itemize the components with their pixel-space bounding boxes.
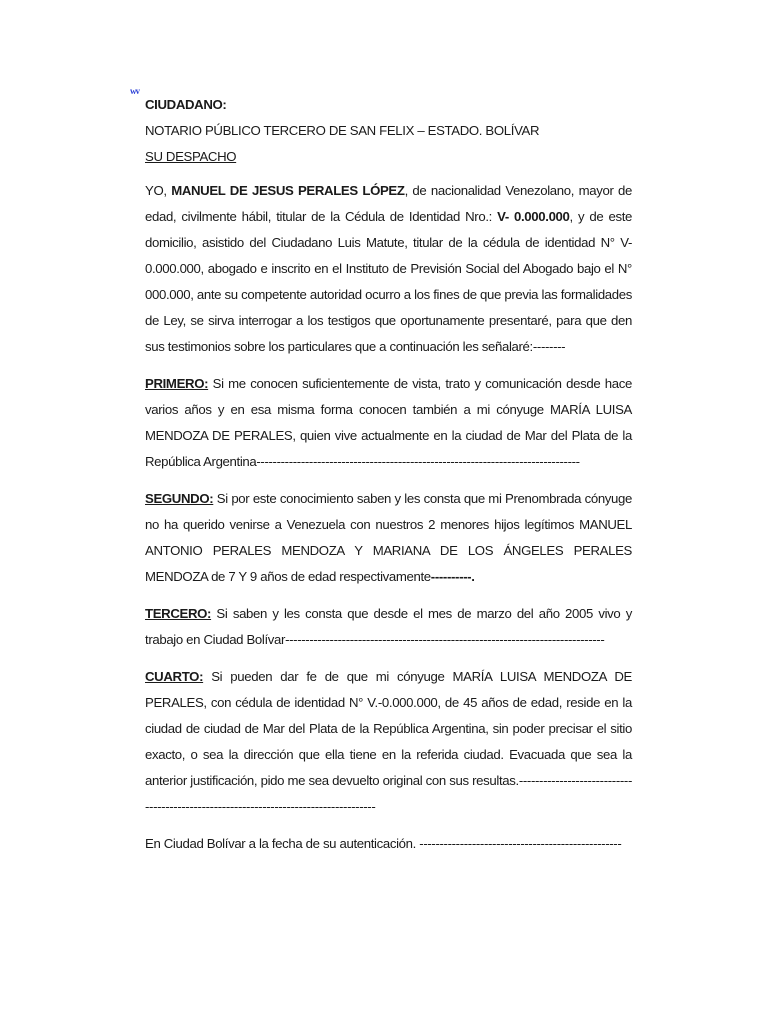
segundo-heading: SEGUNDO: [145, 491, 214, 506]
intro-text-2: , y de este domicilio, asistido del Ciudadano Luis Matute, titular de la cédula de identidad N° V-0.000.000, abogado e inscrito en el Instituto de Previsión Social del Abogado bajo el N° 000.000, ante su competente autoridad ocurro a los fines de que previa las formalidades de Ley, se sirva interrogar a los testigos que oportunamente presentaré, para que den sus testimonios sobre los particulares que a continuación les señalaré: [145, 209, 632, 354]
closing-paragraph [145, 831, 632, 857]
segundo-dashes: ----------. [430, 569, 475, 584]
intro-yo: YO, [145, 183, 172, 198]
addressee-dispatch: SU DESPACHO [145, 149, 237, 164]
addressee-title: CIUDADANO: [145, 97, 227, 112]
tercero-paragraph [145, 601, 632, 653]
tercero-text: Si saben y les consta que desde el mes de marzo del año 2005 vivo y trabajo en Ciudad Bolívar [145, 606, 632, 647]
cuarto-dashes: ------------------------------------------------------------------------------------- [145, 773, 632, 814]
cuarto-paragraph [145, 664, 632, 820]
intro-text-1: , de nacionalidad Venezolano, mayor de edad, civilmente hábil, titular de la Cédula de Identidad Nro.: [145, 183, 632, 224]
closing-text: En Ciudad Bolívar a la fecha de su autenticación. [145, 836, 420, 851]
intro-paragraph [145, 178, 632, 360]
primero-heading: PRIMERO: [145, 376, 209, 391]
tercero-dashes: ------------------------------------------------------------------------------- [285, 632, 605, 647]
petitioner-name: MANUEL DE JESUS PERALES LÓPEZ [171, 183, 405, 198]
segundo-text: Si por este conocimiento saben y les consta que mi Prenombrada cónyuge no ha querido venirse a Venezuela con nuestros 2 menores hijos legítimos MANUEL ANTONIO PERALES MENDOZA Y MARIANA DE LOS ÁNGELES PERALES MENDOZA de 7 Y 9 años de edad respectivamente [145, 491, 632, 584]
tercero-heading: TERCERO: [145, 606, 212, 621]
document-page [145, 92, 632, 857]
closing-dashes: -------------------------------------------------- [419, 836, 622, 851]
primero-paragraph [145, 371, 632, 475]
segundo-paragraph [145, 486, 632, 590]
primero-dashes: -------------------------------------------------------------------------------- [256, 454, 580, 469]
petitioner-id: V- 0.000.000 [497, 209, 570, 224]
addressee-office: NOTARIO PÚBLICO TERCERO DE SAN FELIX – ESTADO. BOLÍVAR [145, 123, 540, 138]
document-mark: wv [130, 86, 139, 96]
document-header [145, 92, 632, 170]
cuarto-text: Si pueden dar fe de que mi cónyuge MARÍA LUISA MENDOZA DE PERALES, con cédula de identidad N° V.-0.000.000, de 45 años de edad, reside en la ciudad de ciudad de Mar del Plata de la República Argentina, sin poder precisar el sitio exacto, o sea la dirección que ella tiene en la referida ciudad. Evacuada que sea la anterior justificación, pido me sea devuelto original con sus resultas. [145, 669, 632, 788]
intro-dashes: -------- [532, 339, 566, 354]
primero-text: Si me conocen suficientemente de vista, trato y comunicación desde hace varios años y en esa misma forma conocen también a mi cónyuge MARÍA LUISA MENDOZA DE PERALES, quien vive actualmente en la ciudad de Mar del Plata de la República Argentina [145, 376, 632, 469]
cuarto-heading: CUARTO: [145, 669, 204, 684]
